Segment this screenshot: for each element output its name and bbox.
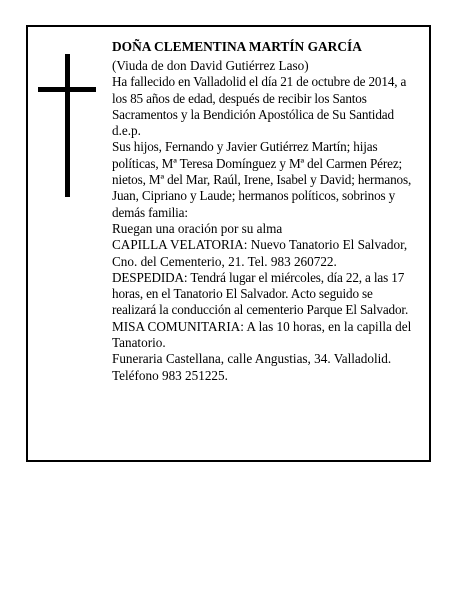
deceased-name: DOÑA CLEMENTINA MARTÍN GARCÍA	[112, 39, 362, 54]
notice-body	[112, 38, 417, 384]
chapel-paragraph: CAPILLA VELATORIA: Nuevo Tanatorio El Salvador, Cno. del Cementerio, 21. Tel. 983 260722.	[112, 237, 408, 269]
cross-icon	[38, 54, 96, 197]
dep-line: d.e.p.	[112, 123, 141, 139]
cross-horizontal-bar	[38, 87, 96, 92]
mass-paragraph: MISA COMUNITARIA: A las 10 horas, en la capilla del Tanatorio.	[112, 318, 412, 351]
widow-of-line: (Viuda de don David Gutiérrez Laso)	[112, 58, 309, 73]
funeral-home-paragraph: Funeraria Castellana, calle Angustias, 34. Valladolid. Teléfono 983 251225.	[112, 351, 392, 383]
family-paragraph: Sus hijos, Fernando y Javier Gutiérrez Martín; hijas políticas, Mª Teresa Domínguez y Mª del Carmen Pérez; nietos, Mª del Mar, Raúl, Irene, Isabel y David; hermanos, Juan, Cipriano y Laude; hermanos políticos, sobrinos y demás familia:	[112, 139, 412, 220]
farewell-paragraph: DESPEDIDA: Tendrá lugar el miércoles, día 22, a las 17 horas, en el Tanatorio El Salvador. Acto seguido se realizará la conducción al cementerio Parque El Salvador.	[112, 269, 409, 318]
passing-paragraph: Ha fallecido en Valladolid el día 21 de octubre de 2014, a los 85 años de edad, después de recibir los Santos Sacramentos y la Bendición Apostólica de Su Santidad	[112, 74, 407, 122]
prayer-line: Ruegan una oración por su alma	[112, 220, 283, 236]
cross-vertical-bar	[65, 54, 70, 197]
